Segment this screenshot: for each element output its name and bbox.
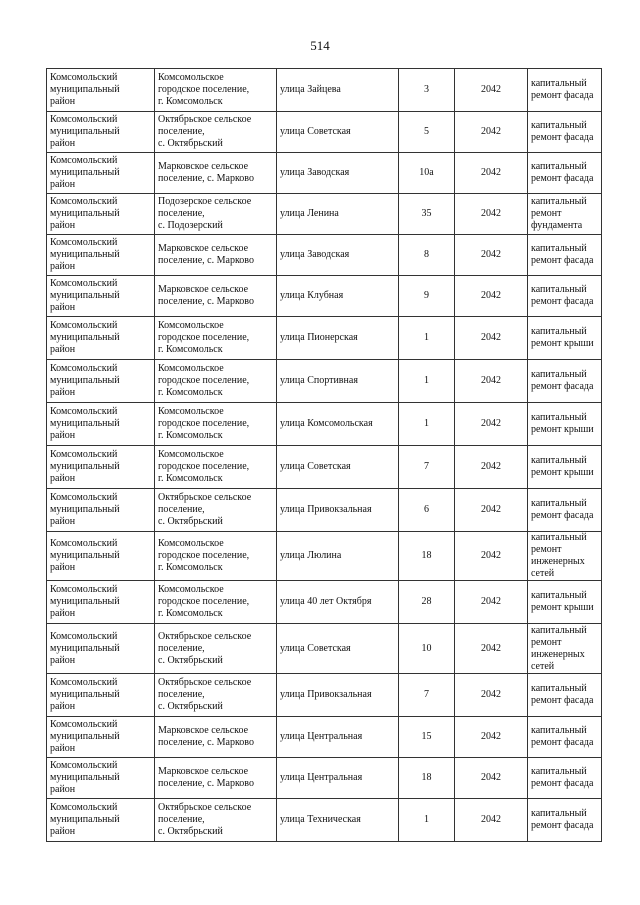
street-cell: улица Заводская [277,153,399,194]
house-number-cell: 5 [399,112,455,153]
work-type-cell: капитальный ремонт фасада [528,112,602,153]
work-type-cell: капитальный ремонт фасада [528,69,602,112]
planned-year-cell: 2042 [455,317,528,360]
settlement-cell: Марковское сельское поселение, с. Марково [155,235,277,276]
street-cell: улица Клубная [277,276,399,317]
district-cell: Комсомольский муниципальный район [47,674,155,717]
settlement-cell: Комсомольское городское поселение, г. Комсомольск [155,317,277,360]
street-cell: улица Зайцева [277,69,399,112]
planned-year-cell: 2042 [455,112,528,153]
table-row [47,489,602,532]
district-cell: Комсомольский муниципальный район [47,581,155,624]
district-cell: Комсомольский муниципальный район [47,446,155,489]
street-cell: улица Советская [277,624,399,674]
district-cell: Комсомольский муниципальный район [47,276,155,317]
planned-year-cell: 2042 [455,717,528,758]
settlement-cell: Октябрьское сельское поселение, с. Октябрьский [155,112,277,153]
house-number-cell: 28 [399,581,455,624]
house-number-cell: 10а [399,153,455,194]
house-number-cell: 6 [399,489,455,532]
planned-year-cell: 2042 [455,276,528,317]
street-cell: улица Пионерская [277,317,399,360]
street-cell: улица Центральная [277,717,399,758]
street-cell: улица Заводская [277,235,399,276]
work-type-cell: капитальный ремонт инженерных сетей [528,532,602,581]
table-row [47,153,602,194]
district-cell: Комсомольский муниципальный район [47,532,155,581]
street-cell: улица Комсомольская [277,403,399,446]
work-type-cell: капитальный ремонт крыши [528,403,602,446]
street-cell: улица Ленина [277,194,399,235]
planned-year-cell: 2042 [455,532,528,581]
work-type-cell: капитальный ремонт фасада [528,153,602,194]
district-cell: Комсомольский муниципальный район [47,489,155,532]
district-cell: Комсомольский муниципальный район [47,194,155,235]
planned-year-cell: 2042 [455,581,528,624]
planned-year-cell: 2042 [455,153,528,194]
table-row [47,581,602,624]
street-cell: улица Советская [277,446,399,489]
page-number: 514 [310,38,330,53]
table-row [47,403,602,446]
house-number-cell: 15 [399,717,455,758]
settlement-cell: Комсомольское городское поселение, г. Комсомольск [155,532,277,581]
table-row [47,446,602,489]
settlement-cell: Октябрьское сельское поселение, с. Октябрьский [155,489,277,532]
work-type-cell: капитальный ремонт фасада [528,674,602,717]
table-row [47,317,602,360]
district-cell: Комсомольский муниципальный район [47,403,155,446]
planned-year-cell: 2042 [455,235,528,276]
table-row [47,235,602,276]
settlement-cell: Марковское сельское поселение, с. Марково [155,717,277,758]
settlement-cell: Октябрьское сельское поселение, с. Октябрьский [155,624,277,674]
house-number-cell: 18 [399,532,455,581]
house-number-cell: 1 [399,360,455,403]
house-number-cell: 7 [399,674,455,717]
house-number-cell: 35 [399,194,455,235]
table-row [47,674,602,717]
planned-year-cell: 2042 [455,360,528,403]
planned-year-cell: 2042 [455,758,528,799]
house-number-cell: 1 [399,317,455,360]
repair-schedule-table [46,68,602,842]
settlement-cell: Комсомольское городское поселение, г. Комсомольск [155,360,277,403]
planned-year-cell: 2042 [455,194,528,235]
district-cell: Комсомольский муниципальный район [47,69,155,112]
table-row [47,799,602,842]
street-cell: улица Привокзальная [277,489,399,532]
planned-year-cell: 2042 [455,674,528,717]
work-type-cell: капитальный ремонт крыши [528,581,602,624]
district-cell: Комсомольский муниципальный район [47,717,155,758]
street-cell: улица 40 лет Октября [277,581,399,624]
street-cell: улица Люлина [277,532,399,581]
work-type-cell: капитальный ремонт фасада [528,717,602,758]
settlement-cell: Комсомольское городское поселение, г. Комсомольск [155,69,277,112]
planned-year-cell: 2042 [455,446,528,489]
house-number-cell: 9 [399,276,455,317]
settlement-cell: Октябрьское сельское поселение, с. Октябрьский [155,799,277,842]
settlement-cell: Комсомольское городское поселение, г. Комсомольск [155,403,277,446]
planned-year-cell: 2042 [455,624,528,674]
settlement-cell: Подозерское сельское поселение, с. Подозерский [155,194,277,235]
district-cell: Комсомольский муниципальный район [47,799,155,842]
street-cell: улица Спортивная [277,360,399,403]
house-number-cell: 1 [399,403,455,446]
work-type-cell: капитальный ремонт крыши [528,446,602,489]
settlement-cell: Комсомольское городское поселение, г. Комсомольск [155,446,277,489]
house-number-cell: 10 [399,624,455,674]
district-cell: Комсомольский муниципальный район [47,317,155,360]
table-body [47,69,602,842]
table-row [47,69,602,112]
district-cell: Комсомольский муниципальный район [47,758,155,799]
work-type-cell: капитальный ремонт фасада [528,360,602,403]
table-row [47,532,602,581]
work-type-cell: капитальный ремонт инженерных сетей [528,624,602,674]
district-cell: Комсомольский муниципальный район [47,235,155,276]
table-row [47,758,602,799]
district-cell: Комсомольский муниципальный район [47,153,155,194]
work-type-cell: капитальный ремонт фасада [528,799,602,842]
table-row [47,276,602,317]
street-cell: улица Советская [277,112,399,153]
table-row [47,194,602,235]
settlement-cell: Марковское сельское поселение, с. Марково [155,758,277,799]
street-cell: улица Центральная [277,758,399,799]
district-cell: Комсомольский муниципальный район [47,112,155,153]
work-type-cell: капитальный ремонт фасада [528,489,602,532]
table-row [47,112,602,153]
work-type-cell: капитальный ремонт фундамента [528,194,602,235]
work-type-cell: капитальный ремонт фасада [528,758,602,799]
district-cell: Комсомольский муниципальный район [47,360,155,403]
house-number-cell: 3 [399,69,455,112]
settlement-cell: Комсомольское городское поселение, г. Комсомольск [155,581,277,624]
planned-year-cell: 2042 [455,799,528,842]
house-number-cell: 8 [399,235,455,276]
settlement-cell: Марковское сельское поселение, с. Марково [155,153,277,194]
planned-year-cell: 2042 [455,69,528,112]
settlement-cell: Октябрьское сельское поселение, с. Октябрьский [155,674,277,717]
street-cell: улица Привокзальная [277,674,399,717]
street-cell: улица Техническая [277,799,399,842]
table-row [47,624,602,674]
work-type-cell: капитальный ремонт фасада [528,235,602,276]
planned-year-cell: 2042 [455,403,528,446]
house-number-cell: 1 [399,799,455,842]
house-number-cell: 7 [399,446,455,489]
settlement-cell: Марковское сельское поселение, с. Марково [155,276,277,317]
table-row [47,360,602,403]
work-type-cell: капитальный ремонт крыши [528,317,602,360]
district-cell: Комсомольский муниципальный район [47,624,155,674]
table-row [47,717,602,758]
house-number-cell: 18 [399,758,455,799]
work-type-cell: капитальный ремонт фасада [528,276,602,317]
planned-year-cell: 2042 [455,489,528,532]
